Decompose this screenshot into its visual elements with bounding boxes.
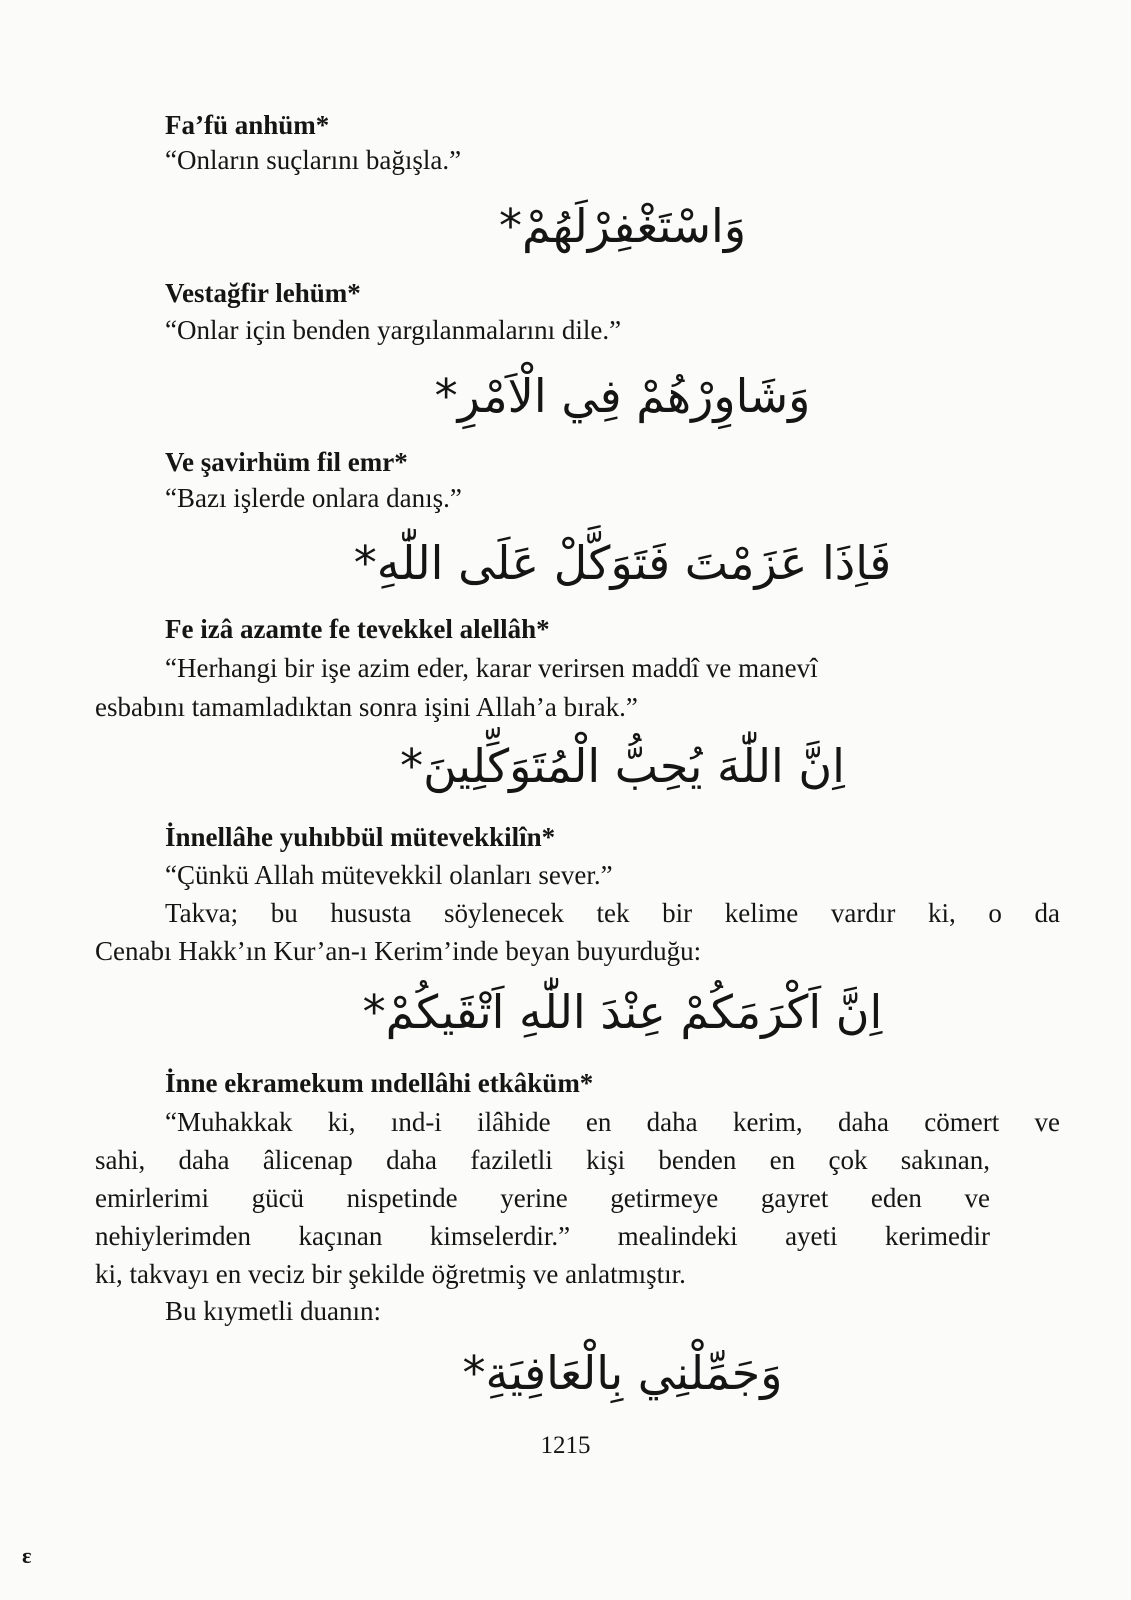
translation-line: “Bazı işlerde onlara danış.” xyxy=(165,483,462,513)
translation-line: “Onlar için benden yargılanmalarını dile.” xyxy=(165,315,622,345)
body-line: Bu kıymetli duanın: xyxy=(165,1296,381,1326)
arabic-verse: وَشَاوِرْهُمْ فِي الْاَمْرِ* xyxy=(434,369,811,423)
body-line: sahi, daha âlicenap daha faziletli kişi benden en çok sakınan, xyxy=(95,1145,990,1175)
body-line: ki, takvayı en veciz bir şekilde öğretmiş ve anlatmıştır. xyxy=(95,1259,686,1289)
scan-speck: ɛ xyxy=(22,1543,32,1568)
transliteration-heading: Fe izâ azamte fe tevekkel alellâh* xyxy=(165,614,550,644)
body-line: Takva; bu hususta söylenecek tek bir kelime vardır ki, o da xyxy=(165,898,1060,928)
body-line: “Muhakkak ki, ınd-i ilâhide en daha kerim, daha cömert ve xyxy=(165,1107,1060,1137)
arabic-verse: فَاِذَا عَزَمْتَ فَتَوَكَّلْ عَلَى اللّٰهِ* xyxy=(353,536,892,590)
body-line: emirlerimi gücü nispetinde yerine getirmeye gayret eden ve xyxy=(95,1183,990,1213)
arabic-verse: وَاسْتَغْفِرْلَهُمْ* xyxy=(498,199,747,253)
body-line: nehiylerimden kaçınan kimselerdir.” mealindeki ayeti kerimedir xyxy=(95,1221,990,1251)
translation-line: “Onların suçlarını bağışla.” xyxy=(165,145,462,175)
transliteration-heading: İnnellâhe yuhıbbül mütevekkilîn* xyxy=(165,822,556,852)
translation-line: “Çünkü Allah mütevekkil olanları sever.” xyxy=(165,860,613,890)
translation-line: “Herhangi bir işe azim eder, karar verirsen maddî ve manevî xyxy=(165,653,818,683)
arabic-verse: وَجَمِّلْنِي بِالْعَافِيَةِ* xyxy=(462,1346,783,1400)
arabic-verse: اِنَّ اَكْرَمَكُمْ عِنْدَ اللّٰهِ اَتْقَيكُمْ* xyxy=(362,985,883,1039)
body-line: Cenabı Hakk’ın Kur’an-ı Kerim’inde beyan buyurduğu: xyxy=(95,936,702,966)
page-number: 1215 xyxy=(540,1432,591,1459)
transliteration-heading: Fa’fü anhüm* xyxy=(165,110,330,140)
translation-line: esbabını tamamladıktan sonra işini Allah’a bırak.” xyxy=(95,692,638,722)
arabic-verse: اِنَّ اللّٰهَ يُحِبُّ الْمُتَوَكِّلِينَ* xyxy=(400,739,845,793)
transliteration-heading: Ve şavirhüm fil emr* xyxy=(165,447,408,477)
transliteration-heading: Vestağfir lehüm* xyxy=(165,278,361,308)
transliteration-heading: İnne ekramekum ındellâhi etkâküm* xyxy=(165,1068,594,1098)
